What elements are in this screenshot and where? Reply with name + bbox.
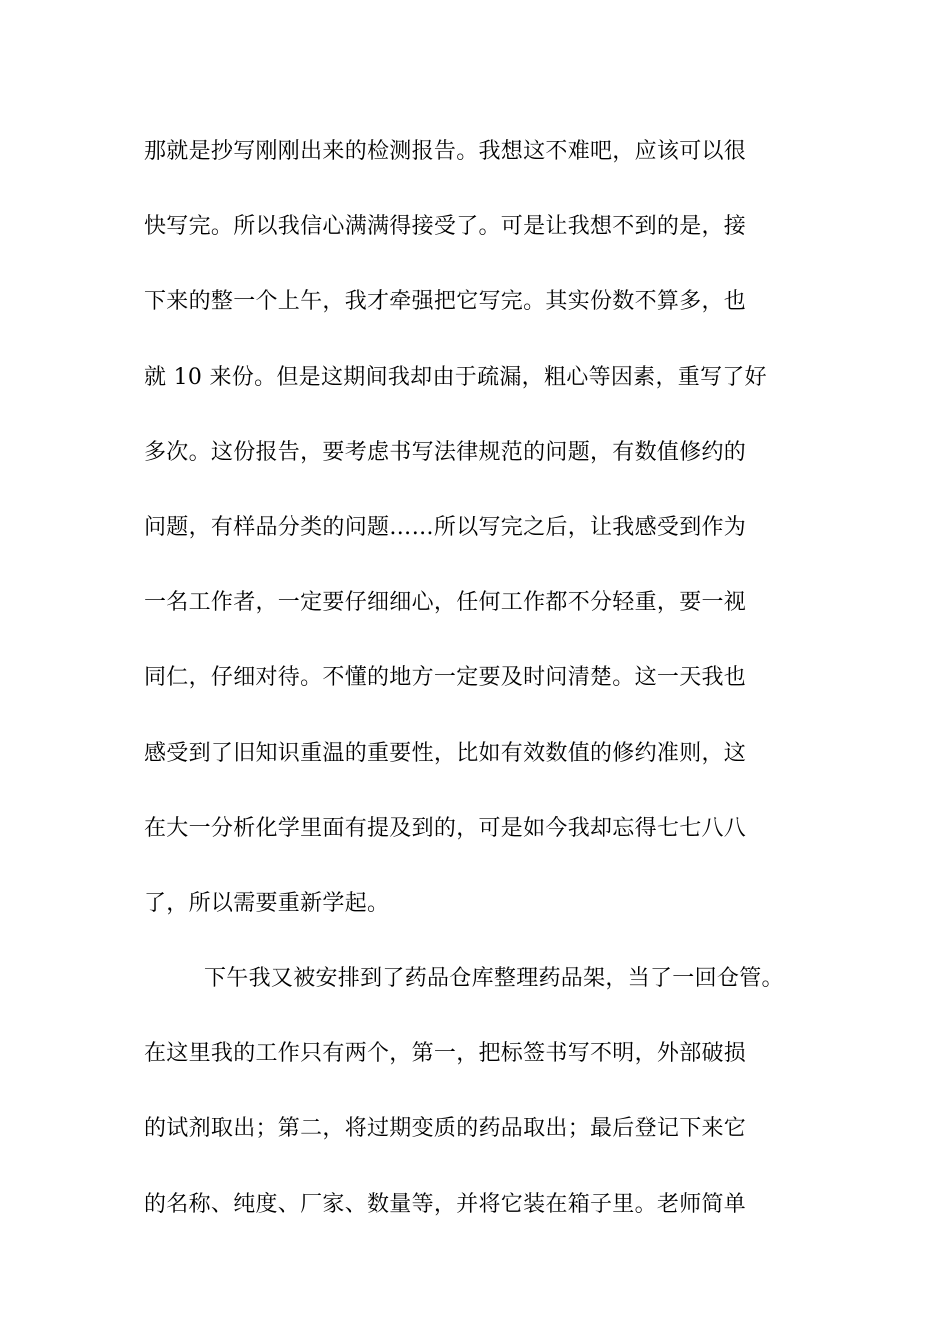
text-line: 的名称、纯度、厂家、数量等，并将它装在箱子里。老师简单 xyxy=(144,1191,747,1217)
document-body xyxy=(144,128,844,1256)
text-line: 感受到了旧知识重温的重要性，比如有效数值的修约准则，这 xyxy=(144,740,747,766)
paragraph-start-line: 下午我又被安排到了药品仓库整理药品架，当了一回仓管。 xyxy=(204,966,784,992)
text-line: 下来的整一个上午，我才牵强把它写完。其实份数不算多，也 xyxy=(144,289,747,315)
text-line: 在这里我的工作只有两个，第一，把标签书写不明，外部破损 xyxy=(144,1041,747,1067)
text-line: 的试剂取出；第二，将过期变质的药品取出；最后登记下来它 xyxy=(144,1116,747,1142)
text-line: 那就是抄写刚刚出来的检测报告。我想这不难吧，应该可以很 xyxy=(144,139,747,164)
text-line: 问题，有样品分类的问题……所以写完之后，让我感受到作为 xyxy=(144,514,747,540)
text-line: 同仁，仔细对待。不懂的地方一定要及时问清楚。这一天我也 xyxy=(144,665,747,691)
text-line: 在大一分析化学里面有提及到的，可是如今我却忘得七七八八 xyxy=(144,815,747,841)
text-line: 了，所以需要重新学起。 xyxy=(144,890,390,916)
text-line: 就 10 来份。但是这期间我却由于疏漏，粗心等因素，重写了好 xyxy=(144,364,767,390)
text-line: 快写完。所以我信心满满得接受了。可是让我想不到的是，接 xyxy=(144,214,747,240)
text-line: 一名工作者，一定要仔细细心，任何工作都不分轻重，要一视 xyxy=(144,590,747,616)
text-line: 多次。这份报告，要考虑书写法律规范的问题，有数值修约的 xyxy=(144,439,747,465)
